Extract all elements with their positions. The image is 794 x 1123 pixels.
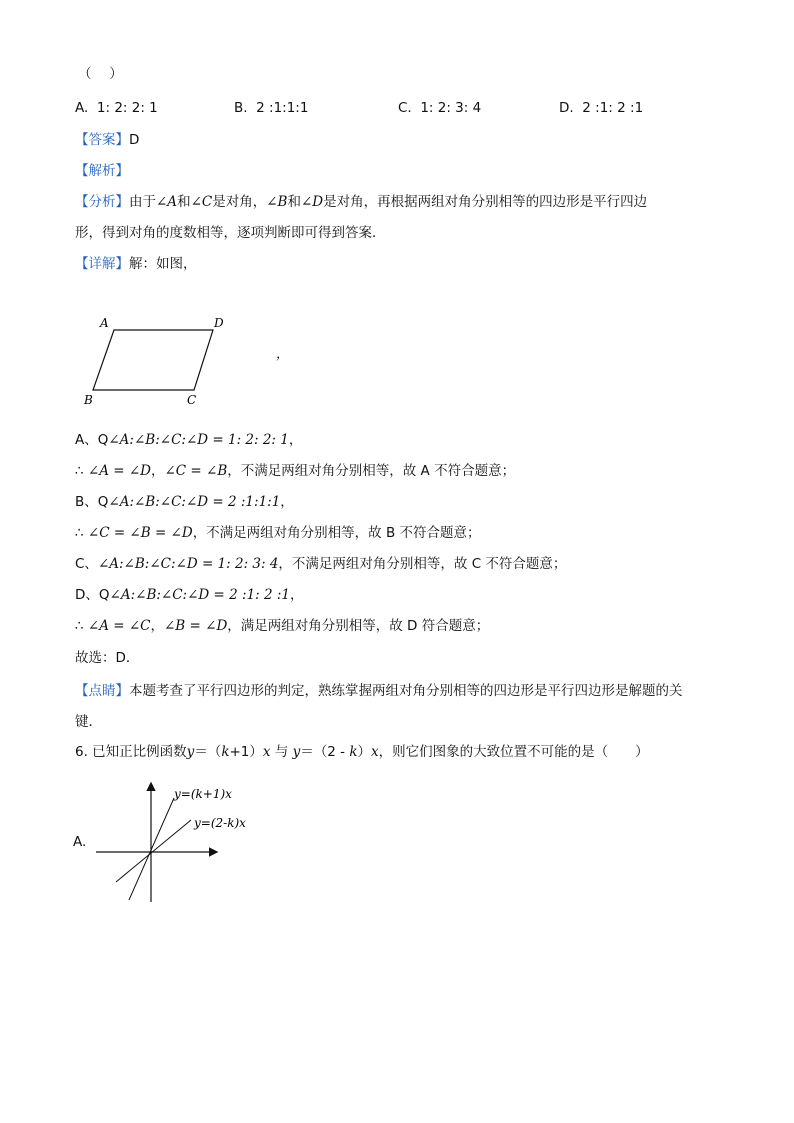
fenxi-text: 和 <box>177 194 191 210</box>
step-suffix: ，不满足两组对角分别相等，故 A 不符合题意； <box>227 463 516 479</box>
label-c: C <box>187 393 197 407</box>
detail-line <box>75 254 197 274</box>
graph-option-a: A. <box>73 834 87 850</box>
angle-b: ∠B <box>266 194 288 210</box>
q6-text: 与 <box>270 744 293 760</box>
fenxi-line-2: 形，得到对角的度数相等，逐项判断即可得到答案． <box>75 225 386 241</box>
step-math: ∠A:∠B:∠C:∠D = 2 :1: 2 :1 <box>109 587 291 603</box>
option-value: 1: 2: 2: 1 <box>96 100 158 116</box>
label-2-minus-k: y=(2-k)x <box>194 816 246 830</box>
step-math: ∠A:∠B:∠C:∠D = 2 :1:1:1 <box>108 494 281 510</box>
step-prefix: ∴ <box>75 463 88 479</box>
q6-var: x <box>371 744 379 760</box>
q6-var: k <box>221 744 230 760</box>
q6-var: y <box>186 744 195 760</box>
step-line <box>75 430 302 450</box>
step-suffix: ， <box>288 432 303 448</box>
answer-line <box>75 130 139 150</box>
step-math: ∠C = ∠B <box>164 463 228 479</box>
step-prefix: B、Q <box>75 494 109 510</box>
step-prefix: D、Q <box>75 587 110 603</box>
step-suffix: ，不满足两组对角分别相等，故 B 不符合题意； <box>192 525 481 541</box>
option-value: 1: 2: 3: 4 <box>420 100 482 116</box>
parallelogram-figure <box>80 312 320 408</box>
step-suffix: ， <box>290 587 304 603</box>
q6-text: ＝（ <box>194 744 222 760</box>
fenxi-line-1 <box>75 192 647 212</box>
step-mid: ， <box>150 618 164 634</box>
step-prefix: C、 <box>75 556 98 572</box>
option-letter: A. <box>75 100 89 116</box>
q6-text: 6. 已知正比例函数 <box>75 744 187 760</box>
q6-text: ＝（2 - <box>300 744 350 760</box>
option-b <box>234 98 308 118</box>
answer-tag: 【答案】 <box>75 132 129 148</box>
option-d <box>559 98 643 118</box>
step-suffix: ，不满足两组对角分别相等，故 C 不符合题意； <box>278 556 567 572</box>
parallelogram-shape <box>93 330 213 390</box>
dianjing-line-2: 键． <box>75 714 102 730</box>
step-line <box>75 585 304 605</box>
step-math: ∠A = ∠C <box>87 618 151 634</box>
q6-var: y <box>292 744 301 760</box>
q6-text: ） <box>357 744 371 760</box>
graph-a <box>96 776 266 906</box>
step-line <box>75 492 294 512</box>
angle-d: ∠D <box>300 194 324 210</box>
q6-var: k <box>349 744 358 760</box>
answer-paren: （ ） <box>78 66 123 82</box>
fenxi-text: 是对角，再根据两组对角分别相等的四边形是平行四边 <box>323 194 648 210</box>
step-suffix: ，满足两组对角分别相等，故 D 符合题意； <box>227 618 490 634</box>
fenxi-text: 和 <box>287 194 301 210</box>
step-prefix: ∴ <box>75 618 88 634</box>
option-value: 2 :1:1:1 <box>256 100 309 116</box>
fenxi-tag: 【分析】 <box>75 194 129 210</box>
option-letter: B. <box>234 100 248 116</box>
step-math: ∠A:∠B:∠C:∠D = 1: 2: 2: 1 <box>108 432 289 448</box>
angle-a: ∠A <box>156 194 178 210</box>
dianjing-line-1 <box>75 681 683 701</box>
label-a: A <box>100 316 109 330</box>
step-line <box>75 616 489 636</box>
q6-text: +1） <box>229 744 263 760</box>
step-line <box>75 554 566 574</box>
q6-var: x <box>262 744 271 760</box>
choose-line: 故选：D． <box>75 650 140 666</box>
label-k-plus-1: y=(k+1)x <box>174 787 232 801</box>
label-d: D <box>214 316 224 330</box>
step-prefix: ∴ <box>75 525 88 541</box>
step-math: ∠C = ∠B = ∠D <box>87 525 193 541</box>
step-prefix: A、Q <box>75 432 109 448</box>
option-letter: D. <box>559 100 574 116</box>
analysis-tag-text: 【解析】 <box>75 163 129 179</box>
option-a <box>75 98 158 118</box>
dianjing-text: 本题考查了平行四边形的判定，熟练掌握两组对角分别相等的四边形是平行四边形是解题的关 <box>129 683 683 699</box>
figure-comma: ， <box>276 347 290 362</box>
option-letter: C. <box>398 100 412 116</box>
step-math: ∠B = ∠D <box>164 618 228 634</box>
step-line <box>75 523 481 543</box>
answer-text: D <box>129 132 140 148</box>
step-line <box>75 461 515 481</box>
dianjing-tag: 【点睛】 <box>75 683 129 699</box>
q6-text: ，则它们图象的大致位置不可能的是（ ） <box>378 744 649 760</box>
label-b: B <box>84 393 93 407</box>
detail-tag: 【详解】 <box>75 256 129 272</box>
analysis-tag <box>75 161 129 181</box>
angle-c: ∠C <box>190 194 213 210</box>
option-value: 2 :1: 2 :1 <box>582 100 644 116</box>
question-6 <box>75 742 649 762</box>
step-suffix: ， <box>280 494 294 510</box>
fenxi-text: 由于 <box>129 194 156 210</box>
line-2-minus-k <box>116 820 191 882</box>
detail-text: 解：如图， <box>129 256 197 272</box>
step-mid: ， <box>150 463 165 479</box>
option-c <box>398 98 481 118</box>
step-math: ∠A:∠B:∠C:∠D = 1: 2: 3: 4 <box>97 556 279 572</box>
fenxi-text: 是对角， <box>212 194 267 210</box>
step-math: ∠A = ∠D <box>87 463 151 479</box>
